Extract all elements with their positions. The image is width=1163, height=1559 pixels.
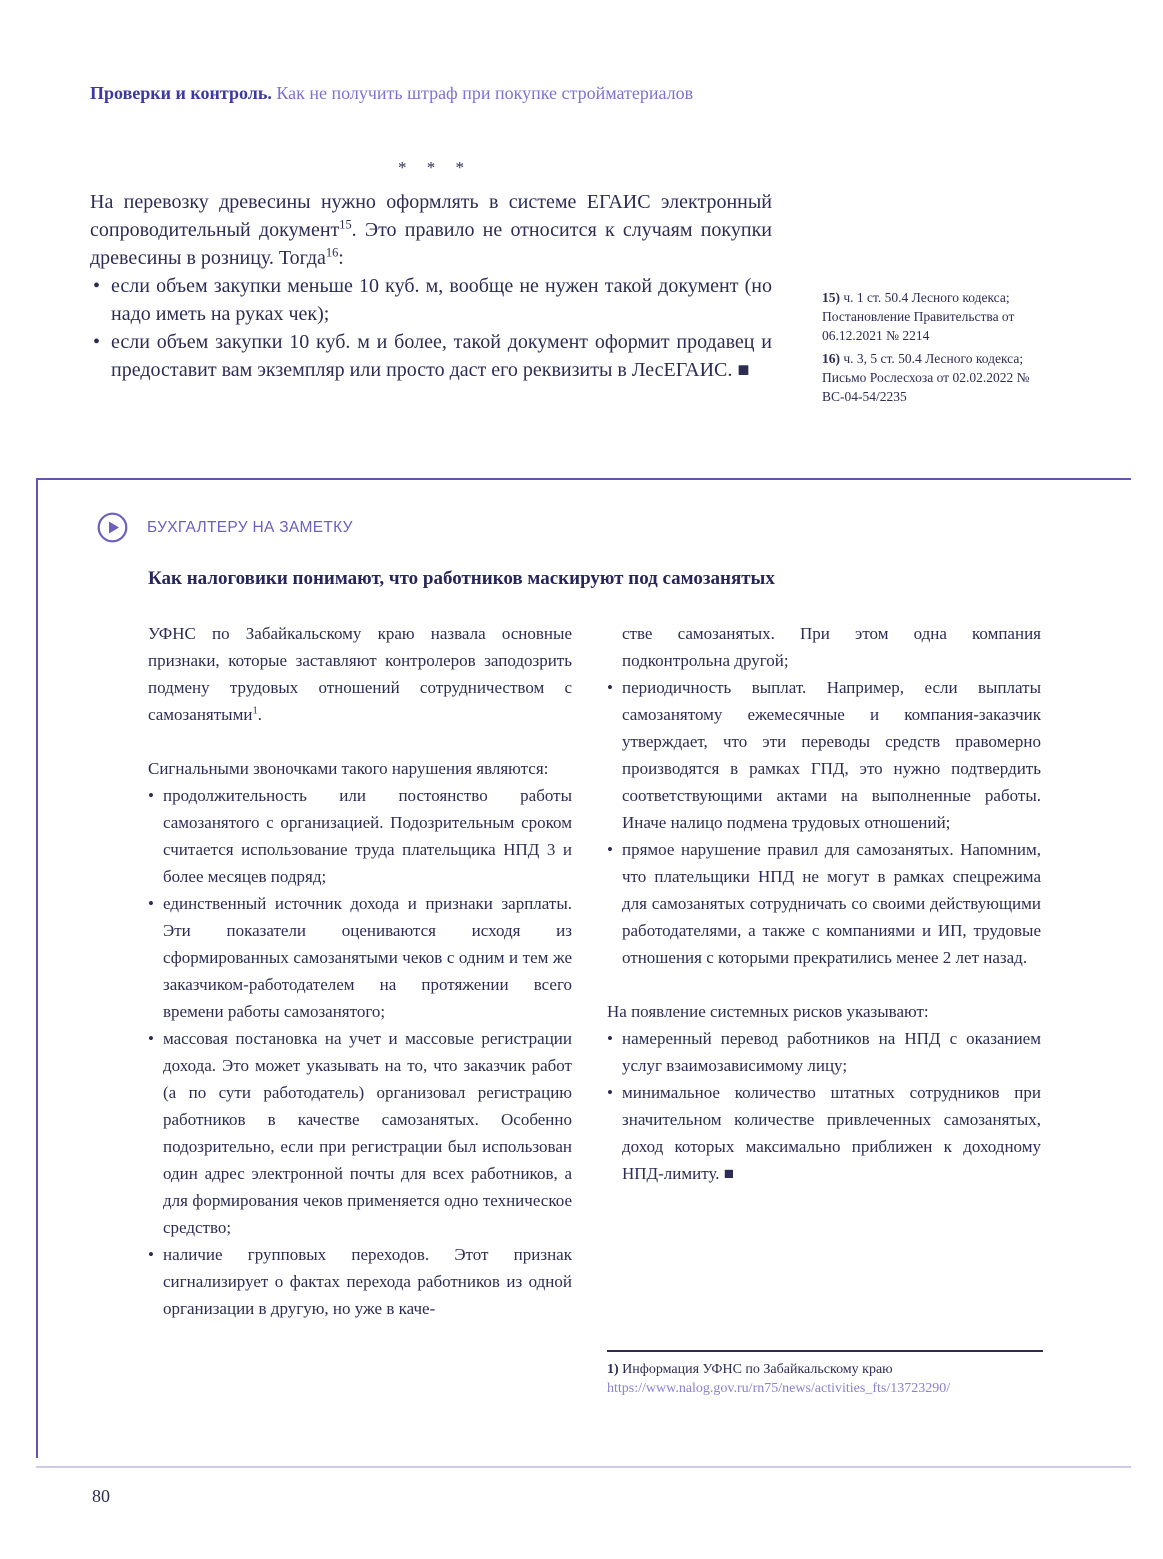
footnote-rule [607,1350,1043,1352]
list-item-text: периодичность выплат. Например, если выплаты самозанятому ежемесячные и компания-заказчик утверждает, что эти переводы средств правомерно производятся в рамках ГПД, это нужно подтвердить соответствующими актами на выполненные работы. Иначе налицо подмена трудовых отношений; [622,678,1041,832]
list-item [607,1025,1041,1079]
note-label-row [97,512,353,543]
paragraph: На появление системных рисков указывают: [607,1002,929,1021]
play-icon [97,512,128,543]
section-separator: * * * [398,158,472,177]
list-item-text: массовая постановка на учет и массовые регистрации дохода. Это может указывать на то, что заказчик работ (а по сути работодатель) организовал регистрацию работников в качестве самозанятых. Особенно подозрительно, если при регистрации был использован один адрес электронной почты для всех работников, а для формирования чеков применяется одно техническое средство; [163,1029,572,1237]
section-top-rule [36,478,1131,480]
footnote-text: Информация УФНС по Забайкальскому краю [622,1362,893,1377]
rubric-label: Проверки и контроль. [90,83,272,103]
article-intro-paragraph [90,188,772,272]
list-item-text: прямое нарушение правил для самозанятых. Напомним, что плательщики НПД не могут в рамках спецрежима для самозанятых сотрудничать со своими действующими работодателями, а также с компаниями и ИП, трудовые отношения с которыми прекратились менее 2 лет назад. [622,840,1041,967]
list-item-text: если объем закупки меньше 10 куб. м, вообще не нужен такой документ (но надо иметь на руках чек); [111,275,772,325]
margin-note-text: ч. 3, 5 ст. 50.4 Лесного кодекса; Письмо Рослесхоза от 02.02.2022 № ВС-04-54/2235 [822,351,1030,404]
list-item-text: если объем закупки 10 куб. м и более, такой документ оформит продавец и предоставит вам экземпляр или просто даст его реквизиты в ЛесЕГАИС. ■ [111,331,772,381]
paragraph: Сигнальными звоночками такого нарушения являются: [148,759,549,778]
list-item [607,1079,1041,1187]
margin-note-number: 15) [822,290,840,305]
list-item [148,782,572,890]
paragraph-text: На перевозку древесины нужно оформлять в системе ЕГАИС электронный сопроводительный документ [90,191,772,241]
margin-note-16 [822,349,1064,406]
list-item [148,1025,572,1241]
margin-note-number: 16) [822,351,840,366]
margin-note-15 [822,288,1064,345]
footnote-ref-1: 1 [252,705,258,717]
list-item-text: минимальное количество штатных сотрудников при значительном количестве привлеченных самозанятых, доход которых максимально приближен к доходному НПД-лимиту. ■ [622,1083,1041,1183]
note-column-right [607,620,1041,1322]
list-item [607,836,1041,971]
list-item [148,1241,572,1322]
list-item-continuation: стве самозанятых. При этом одна компания подконтрольна другой; [622,624,1041,670]
footnote-ref-15: 15 [339,217,352,232]
article-body [90,156,772,384]
footnote [607,1350,1043,1398]
note-column-left [148,620,572,1322]
paragraph-text: : [338,247,344,269]
paragraph-text: . [257,705,262,724]
footnote-link[interactable]: https://www.nalog.gov.ru/rn75/news/activities_fts/13723290/ [607,1381,951,1396]
footnote-ref-16: 16 [325,245,339,260]
paragraph-text: . Это правило не относится к случаям покупки древесины в розницу. Тогда [90,219,772,269]
section-label: БУХГАЛТЕРУ НА ЗАМЕТКУ [147,518,353,536]
list-item-text: наличие групповых переходов. Этот признак сигнализирует о фактах перехода работников из одной организации в другую, но уже в каче- [163,1245,572,1318]
page-header [90,80,693,106]
note-columns [148,620,1041,1322]
paragraph [148,620,572,728]
paragraph-text: УФНС по Забайкальскому краю назвала основные признаки, которые заставляют контролеров заподозрить подмену трудовых отношений сотрудничеством с самозанятыми [148,624,572,724]
list-item-text: намеренный перевод работников на НПД с оказанием услуг взаимозависимому лицу; [622,1029,1041,1075]
footer-rule [36,1466,1131,1468]
list-item [90,272,772,328]
section-left-rule [36,478,38,1458]
note-heading: Как налоговики понимают, что работников маскируют под самозанятых [148,568,775,589]
footnote-number: 1) [607,1362,619,1377]
article-subtitle: Как не получить штраф при покупке стройматериалов [276,83,694,103]
list-item [90,328,772,384]
margin-note-text: ч. 1 ст. 50.4 Лесного кодекса; Постановление Правительства от 06.12.2021 № 2214 [822,290,1015,343]
list-item [607,674,1041,836]
list-item-text: продолжительность или постоянство работы самозанятого с организацией. Подозрительным сроком считается использование труда плательщика НПД 3 и более месяцев подряд; [163,786,572,886]
margin-notes [822,288,1064,410]
list-item [148,890,572,1025]
list-item-text: единственный источник дохода и признаки зарплаты. Эти показатели оцениваются исходя из сформированных самозанятыми чеков с одним и тем же заказчиком-работодателем на протяжении всего времени работы самозанятого; [163,894,572,1021]
page-number: 80 [92,1486,110,1506]
